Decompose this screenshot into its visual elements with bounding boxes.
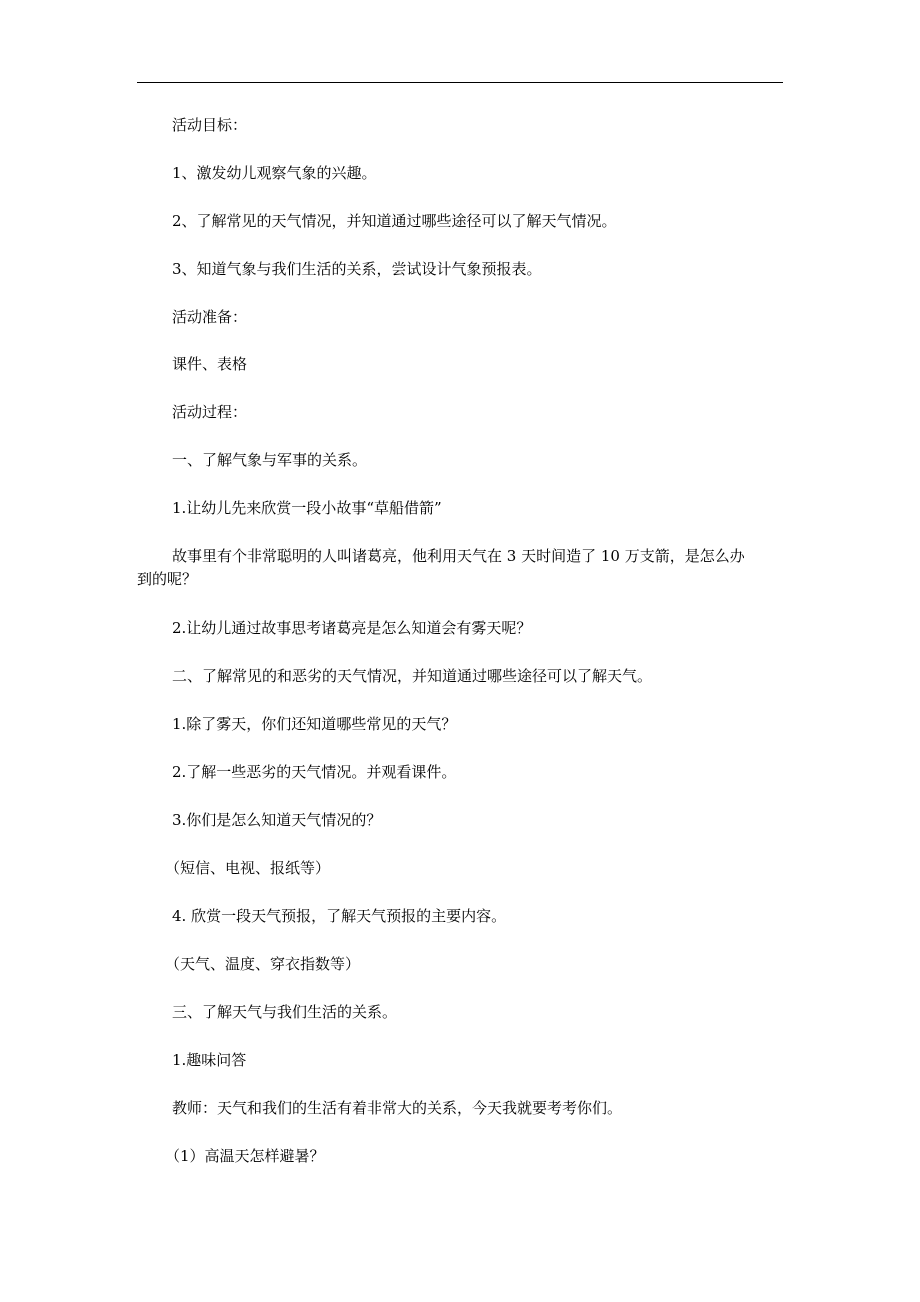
goal-item-2: 2、了解常见的天气情况，并知道通过哪些途径可以了解天气情况。 [172, 212, 617, 230]
prep-materials: 课件、表格 [172, 355, 248, 373]
section-1-title: 一、了解气象与军事的关系。 [172, 451, 368, 469]
section-3-title: 三、了解天气与我们生活的关系。 [172, 1003, 398, 1021]
section-3-question-1: （1）高温天怎样避暑？ [165, 1147, 325, 1165]
goal-item-1: 1、激发幼儿观察气象的兴趣。 [172, 164, 377, 182]
section-1-item-2: 2.让幼儿通过故事思考诸葛亮是怎么知道会有雾天呢？ [172, 619, 532, 637]
story-line-1: 故事里有个非常聪明的人叫诸葛亮，他利用天气在 3 天时间造了 10 万支箭，是怎么办 [172, 547, 745, 565]
section-2-title: 二、了解常见的和恶劣的天气情况，并知道通过哪些途径可以了解天气。 [172, 667, 653, 685]
section-3-item-1: 1.趣味问答 [172, 1051, 247, 1069]
section-2-item-4-answer: （天气、温度、穿衣指数等） [165, 955, 361, 973]
story-line-2: 到的呢？ [137, 570, 198, 588]
heading-activity-prep: 活动准备： [172, 308, 248, 326]
section-2-item-3: 3.你们是怎么知道天气情况的？ [172, 811, 382, 829]
goal-item-3: 3、知道气象与我们生活的关系，尝试设计气象预报表。 [172, 260, 542, 278]
section-2-item-1: 1.除了雾天，你们还知道哪些常见的天气？ [172, 715, 457, 733]
section-2-item-4: 4. 欣赏一段天气预报，了解天气预报的主要内容。 [172, 907, 507, 925]
section-3-teacher-line: 教师：天气和我们的生活有着非常大的关系，今天我就要考考你们。 [172, 1099, 623, 1117]
heading-activity-goals: 活动目标： [172, 116, 248, 134]
header-rule [137, 82, 783, 83]
section-1-story-paragraph [137, 545, 749, 591]
section-2-item-3-answer: （短信、电视、报纸等） [165, 859, 331, 877]
section-1-item-1: 1.让幼儿先来欣赏一段小故事“草船借箭” [172, 499, 442, 517]
section-2-item-2: 2.了解一些恶劣的天气情况。并观看课件。 [172, 763, 457, 781]
heading-activity-process: 活动过程： [172, 403, 248, 421]
